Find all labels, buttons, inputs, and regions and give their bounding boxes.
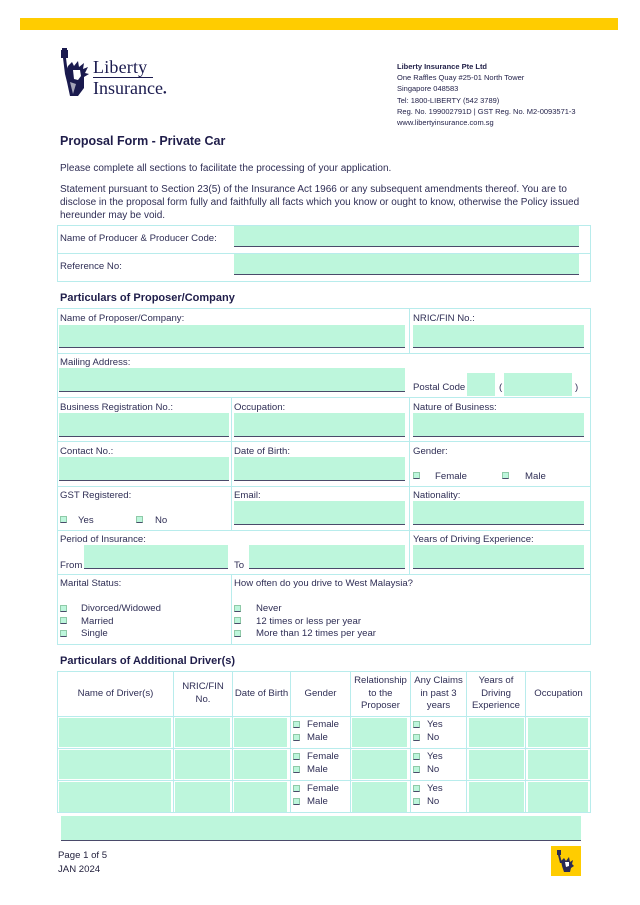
driver-claims-yes-label: Yes	[427, 751, 443, 762]
reference-label: Reference No:	[60, 261, 122, 272]
form-date: JAN 2024	[58, 864, 101, 875]
company-address-2: Singapore 048583	[397, 84, 459, 94]
additional-notes-input[interactable]	[61, 816, 581, 841]
gst-label: GST Registered:	[60, 490, 132, 501]
occupation-label: Occupation:	[234, 402, 286, 413]
mailing-address-label: Mailing Address:	[60, 357, 131, 368]
driver-occupation-input[interactable]	[528, 718, 588, 747]
postal-code-prefix-input[interactable]	[467, 373, 495, 396]
to-label: To	[234, 560, 245, 571]
driver-relationship-input[interactable]	[352, 718, 407, 747]
marital-divorced-checkbox[interactable]	[60, 605, 67, 612]
driver-gender-male-label: Male	[307, 764, 328, 775]
dob-label: Date of Birth:	[234, 446, 290, 457]
column-header-name: Name of Driver(s)	[77, 687, 154, 699]
logo-line-1: Liberty	[93, 57, 148, 77]
company-address-1: One Raffles Quay #25-01 North Tower	[397, 73, 525, 83]
gender-male-label: Male	[525, 471, 546, 482]
driver-experience-input[interactable]	[469, 750, 524, 779]
driver-claims-yes-checkbox[interactable]	[413, 785, 420, 792]
driver-claims-no-checkbox[interactable]	[413, 798, 420, 805]
footer-logo-badge	[551, 846, 581, 876]
postal-close-paren: )	[575, 382, 579, 393]
logo-line-2: Insurance	[93, 78, 163, 98]
marital-divorced-label: Divorced/Widowed	[81, 603, 161, 614]
company-tel: Tel: 1800-LIBERTY (542 3789)	[397, 95, 500, 105]
postal-code-input[interactable]	[504, 373, 572, 396]
driver-name-input[interactable]	[59, 750, 171, 779]
period-from-input[interactable]	[84, 545, 228, 569]
producer-input[interactable]	[234, 226, 579, 247]
dob-input[interactable]	[234, 457, 405, 481]
brn-label: Business Registration No.:	[60, 402, 174, 413]
gst-no-label: No	[155, 515, 168, 526]
drivers-section-title: Particulars of Additional Driver(s)	[60, 655, 236, 667]
page-number: Page 1 of 5	[58, 850, 108, 861]
driver-claims-no-label: No	[427, 796, 440, 807]
nric-label: NRIC/FIN No.:	[413, 313, 475, 324]
driver-gender-female-label: Female	[307, 783, 339, 794]
driver-claims-yes-checkbox[interactable]	[413, 721, 420, 728]
from-label: From	[60, 560, 83, 571]
driver-claims-yes-label: Yes	[427, 783, 443, 794]
column-header-claims: Any Claims in past 3 years	[414, 675, 463, 712]
occupation-input[interactable]	[234, 413, 405, 437]
driver-claims-yes-label: Yes	[427, 719, 443, 730]
producer-label: Name of Producer & Producer Code:	[60, 233, 217, 244]
driver-experience-input[interactable]	[469, 782, 524, 812]
westmy-less-checkbox[interactable]	[234, 617, 241, 624]
driver-claims-no-label: No	[427, 764, 440, 775]
westmy-never-label: Never	[256, 603, 282, 614]
postal-code-label: Postal Code	[413, 382, 466, 393]
statue-of-liberty-icon	[56, 48, 94, 100]
nationality-input[interactable]	[413, 501, 584, 525]
driver-gender-male-label: Male	[307, 796, 328, 807]
driver-gender-male-label: Male	[307, 732, 328, 743]
driver-name-input[interactable]	[59, 718, 171, 747]
westmy-more-label: More than 12 times per year	[256, 628, 376, 639]
marital-single-label: Single	[81, 628, 108, 639]
driver-gender-female-checkbox[interactable]	[293, 753, 300, 760]
company-reg: Reg. No. 199002791D | GST Reg. No. M2-0093571-3	[397, 106, 576, 116]
mailing-address-input[interactable]	[59, 368, 405, 392]
driver-gender-male-checkbox[interactable]	[293, 798, 300, 805]
divider	[57, 353, 591, 354]
table-row	[57, 716, 591, 748]
driving-experience-label: Years of Driving Experience:	[413, 534, 534, 545]
divider	[57, 441, 591, 442]
westmy-less-label: 12 times or less per year	[256, 616, 362, 627]
nature-of-business-label: Nature of Business:	[413, 402, 497, 413]
marital-status-label: Marital Status:	[60, 578, 122, 589]
divider	[409, 397, 410, 574]
statue-of-liberty-icon	[551, 846, 581, 876]
top-accent-bar	[20, 18, 618, 30]
driver-nric-input[interactable]	[175, 782, 230, 812]
driver-gender-female-label: Female	[307, 751, 339, 762]
divider	[57, 574, 591, 575]
driver-dob-input[interactable]	[234, 750, 287, 779]
driver-gender-female-label: Female	[307, 719, 339, 730]
westmy-never-checkbox[interactable]	[234, 605, 241, 612]
divider	[57, 486, 591, 487]
driver-claims-no-label: No	[427, 732, 440, 743]
driver-gender-female-checkbox[interactable]	[293, 721, 300, 728]
driver-dob-input[interactable]	[234, 718, 287, 747]
divider	[409, 308, 410, 353]
driver-name-input[interactable]	[59, 782, 171, 812]
reference-input[interactable]	[234, 254, 579, 275]
email-input[interactable]	[234, 501, 405, 525]
divider	[57, 397, 591, 398]
driver-occupation-input[interactable]	[528, 782, 588, 812]
nature-of-business-input[interactable]	[413, 413, 584, 437]
column-header-experience: Years of Driving Experience	[472, 675, 520, 712]
driver-claims-no-checkbox[interactable]	[413, 734, 420, 741]
email-label: Email:	[234, 490, 261, 501]
driver-claims-yes-checkbox[interactable]	[413, 753, 420, 760]
driver-dob-input[interactable]	[234, 782, 287, 812]
gst-yes-label: Yes	[78, 515, 94, 526]
page-title: Proposal Form - Private Car	[60, 134, 226, 148]
column-header-relationship: Relationship to the Proposer	[354, 675, 407, 712]
column-header-dob: Date of Birth	[234, 687, 289, 699]
driver-gender-male-checkbox[interactable]	[293, 734, 300, 741]
intro-text: Please complete all sections to facilitate the processing of your application.	[60, 163, 392, 174]
gender-female-checkbox[interactable]	[413, 472, 420, 479]
proposer-name-input[interactable]	[59, 325, 405, 348]
nric-input[interactable]	[413, 325, 584, 348]
driver-experience-input[interactable]	[469, 718, 524, 747]
divider	[57, 530, 591, 531]
driver-relationship-input[interactable]	[352, 750, 407, 779]
period-label: Period of Insurance:	[60, 534, 146, 545]
driving-experience-input[interactable]	[413, 545, 584, 569]
divider	[231, 397, 232, 530]
driver-relationship-input[interactable]	[352, 782, 407, 812]
west-malaysia-label: How often do you drive to West Malaysia?	[234, 578, 413, 589]
postal-open-paren: (	[499, 382, 503, 393]
contact-label: Contact No.:	[60, 446, 114, 457]
footer	[58, 849, 107, 877]
driver-nric-input[interactable]	[175, 750, 230, 779]
table-row	[57, 780, 591, 813]
proposer-name-label: Name of Proposer/Company:	[60, 313, 185, 324]
period-to-input[interactable]	[249, 545, 405, 569]
logo-wordmark: Liberty Insurance●	[93, 57, 167, 98]
company-website: www.libertyinsurance.com.sg	[397, 118, 494, 128]
gender-female-label: Female	[435, 471, 467, 482]
gender-male-checkbox[interactable]	[502, 472, 509, 479]
table-row	[57, 748, 591, 780]
driver-nric-input[interactable]	[175, 718, 230, 747]
column-header-gender: Gender	[304, 687, 337, 699]
column-header-nric: NRIC/FIN No.	[182, 681, 224, 705]
company-name: Liberty Insurance Pte Ltd	[397, 62, 488, 71]
gst-yes-checkbox[interactable]	[60, 516, 67, 523]
divider	[231, 574, 232, 645]
gst-no-checkbox[interactable]	[136, 516, 143, 523]
westmy-more-checkbox[interactable]	[234, 630, 241, 637]
driver-claims-no-checkbox[interactable]	[413, 766, 420, 773]
gender-label: Gender:	[413, 446, 448, 457]
marital-single-checkbox[interactable]	[60, 630, 67, 637]
nationality-label: Nationality:	[413, 490, 461, 501]
marital-married-label: Married	[81, 616, 114, 627]
marital-married-checkbox[interactable]	[60, 617, 67, 624]
driver-occupation-input[interactable]	[528, 750, 588, 779]
brn-input[interactable]	[59, 413, 229, 437]
contact-input[interactable]	[59, 457, 229, 481]
proposer-section-title: Particulars of Proposer/Company	[60, 292, 235, 304]
driver-gender-male-checkbox[interactable]	[293, 766, 300, 773]
column-header-occupation: Occupation	[534, 687, 583, 699]
company-info	[397, 61, 576, 128]
statement-text: Statement pursuant to Section 23(5) of the Insurance Act 1966 or any subsequent amendments thereof. You are to disclose in the proposal form fully and faithfully all facts which you know or ought to know, otherwise the Policy issued hereunder may be void.	[60, 184, 580, 221]
driver-gender-female-checkbox[interactable]	[293, 785, 300, 792]
